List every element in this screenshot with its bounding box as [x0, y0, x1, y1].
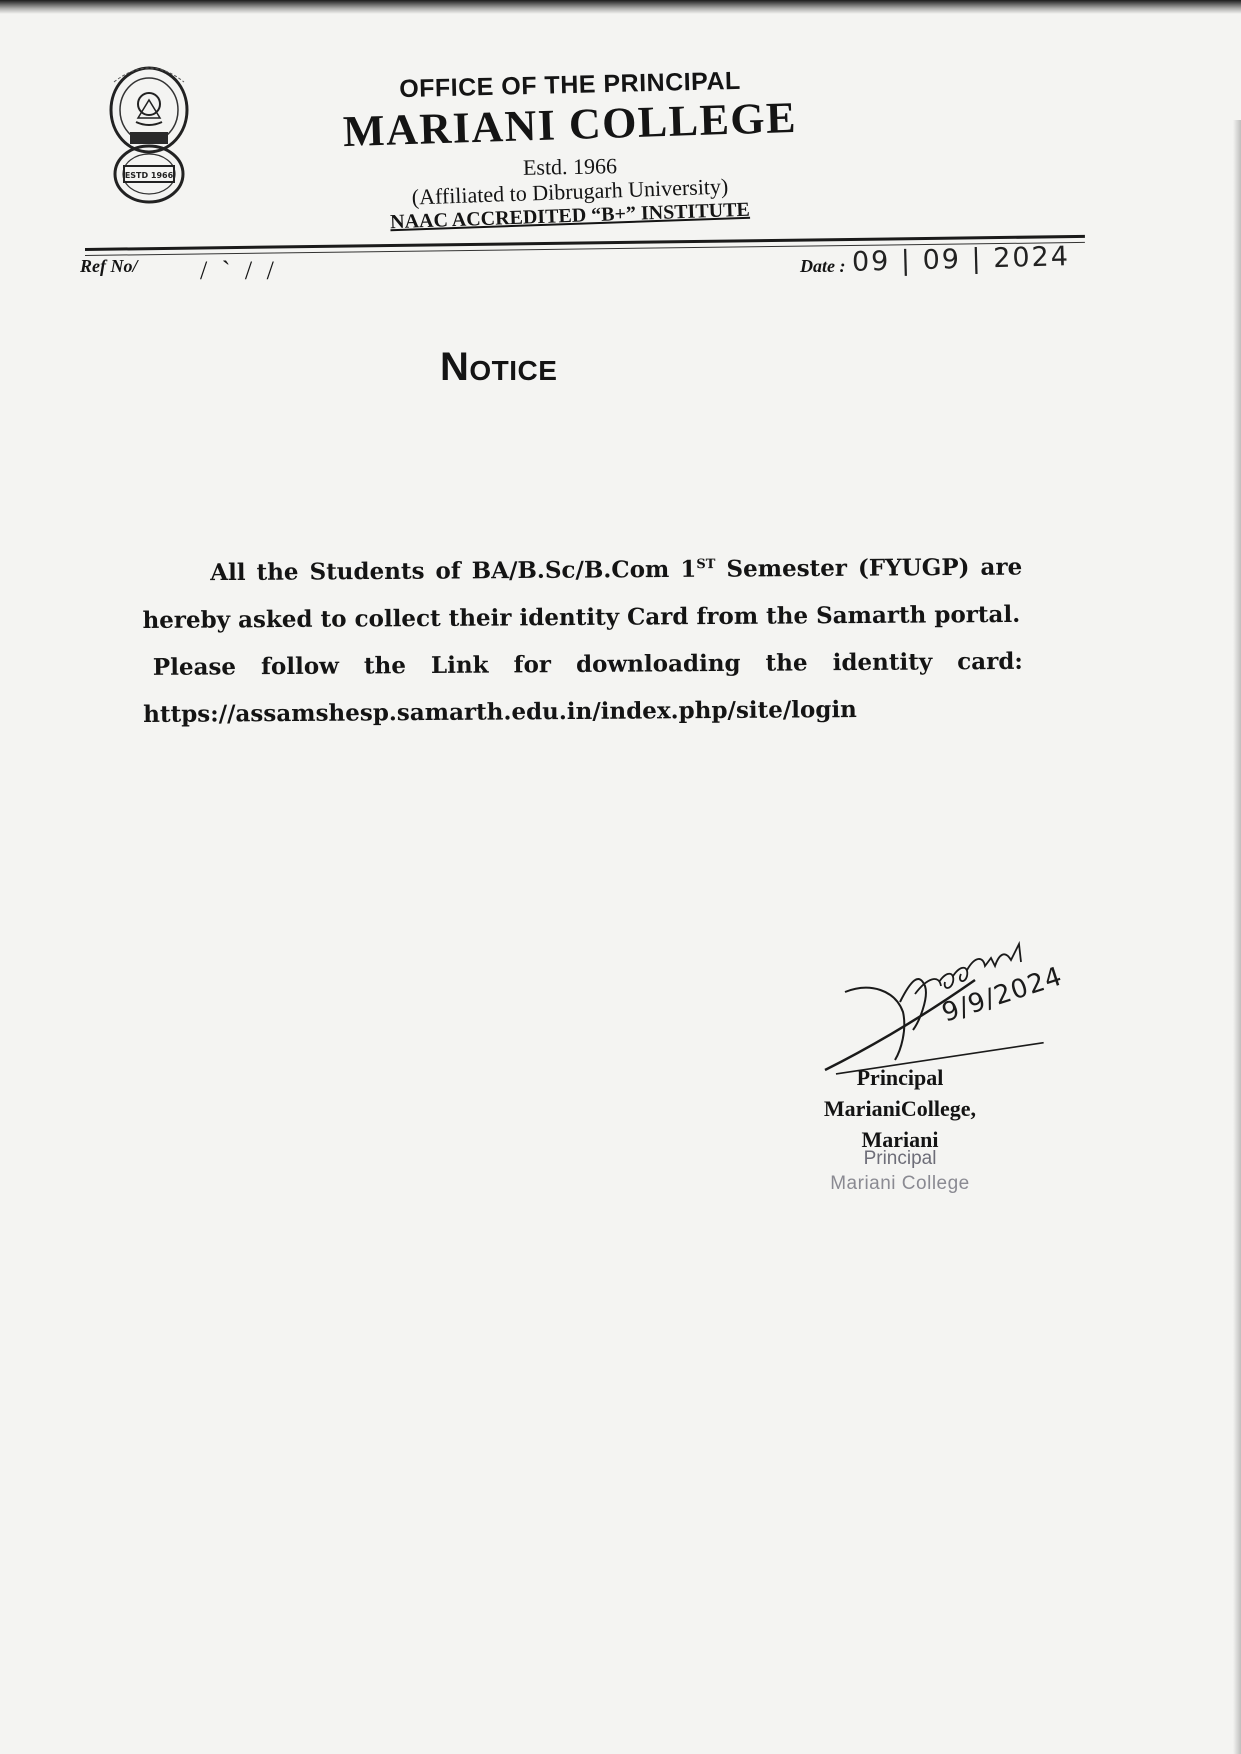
- reference-value: / ˋ / /: [200, 256, 278, 285]
- scan-right-edge: [1233, 120, 1241, 1754]
- signatory-block: [800, 1062, 1000, 1155]
- signatory-college: MarianiCollege,: [823, 1096, 977, 1121]
- notice-paragraph-1: [142, 539, 1023, 644]
- samarth-portal-link[interactable]: https://assamshesp.samarth.edu.in/index.php/site/login: [143, 695, 857, 728]
- established-year: Estd. 1966: [522, 153, 618, 180]
- college-name: MARIANI COLLEGE: [342, 92, 798, 157]
- date-value: 09 | 09 | 2024: [851, 241, 1071, 278]
- signatory-title: Principal: [856, 1065, 944, 1090]
- date-label: Date :: [800, 256, 846, 276]
- signatory-place: Mariani: [861, 1127, 939, 1152]
- signature-date: 9/9/2024: [938, 961, 1067, 1029]
- principal-stamp: [820, 1146, 980, 1196]
- notice-body: [142, 539, 1023, 738]
- office-title: OFFICE OF THE PRINCIPAL: [398, 66, 742, 104]
- stamp-line-1: Principal: [863, 1148, 937, 1169]
- accreditation: NAAC ACCREDITED “B+” INSTITUTE: [389, 198, 751, 234]
- emblem-text: ESTD 1966: [124, 171, 174, 180]
- notice-title: [440, 345, 740, 390]
- college-emblem-icon: [108, 62, 190, 208]
- affiliation: (Affiliated to Dibrugarh University): [411, 173, 729, 210]
- scan-top-edge: [0, 0, 1241, 14]
- letterhead: [300, 66, 840, 234]
- reference-label: Ref No/: [80, 256, 138, 276]
- notice-paragraph-2: Please follow the Link for downloading the identity card:: [152, 647, 1023, 681]
- semester-superscript: ST: [696, 556, 716, 573]
- notice-title-text: Notice: [440, 345, 558, 389]
- paragraph-1-start: All the Students of BA/B.Sc/B.Com 1: [210, 555, 697, 587]
- paragraph-1-end: Semester (FYUGP) are hereby asked to collect their identity Card from the Samarth portal.: [142, 553, 1023, 634]
- stamp-line-2: Mariani College: [830, 1173, 970, 1194]
